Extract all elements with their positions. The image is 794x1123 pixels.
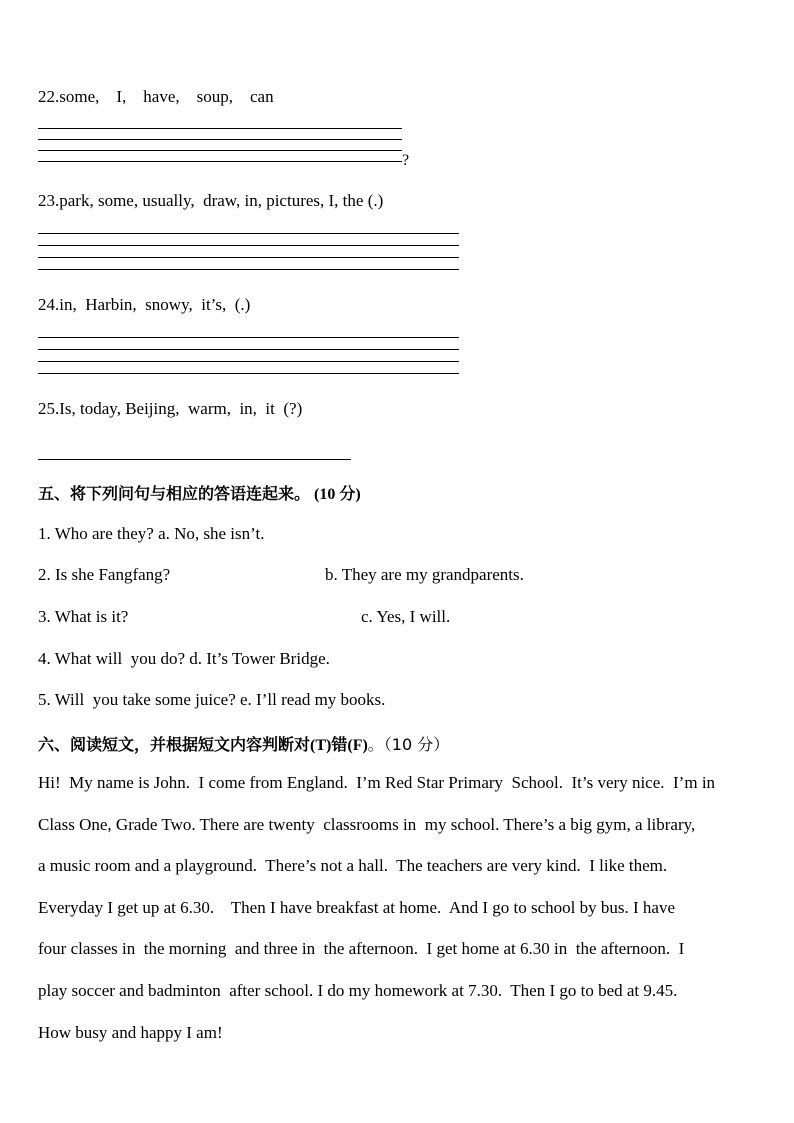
true-marker: (T): [310, 737, 332, 754]
passage-line: How busy and happy I am!: [38, 1022, 223, 1042]
question-mark: ?: [402, 152, 410, 169]
question-number: 23.: [38, 191, 60, 210]
matching-answer: c. Yes, I will.: [361, 607, 451, 626]
matching-answer: b. They are my grandparents.: [325, 565, 524, 584]
passage-line: Hi! My name is John. I come from England. I’m Red Star Primary School. It’s very nice. I’m in: [38, 773, 716, 792]
answer-line[interactable]: [38, 139, 402, 140]
question-text: 5. Will you take some juice?: [38, 690, 236, 709]
answer-line[interactable]: [38, 128, 402, 129]
passage-line: a music room and a playground. There’s not a hall. The teachers are very kind. I like them.: [38, 856, 668, 876]
answer-line[interactable]: [38, 161, 402, 162]
matching-question: 3. What is it?: [38, 607, 129, 626]
answer-line[interactable]: [38, 257, 459, 258]
question-words: park, some, usually, draw, in, pictures, I, the (.): [59, 191, 384, 210]
passage-line: Class One, Grade Two. There are twenty classrooms in my school. There’s a big gym, a library,: [38, 814, 696, 834]
matching-item: [38, 524, 264, 544]
matching-item: [38, 649, 330, 669]
question-text: 4. What will you do?: [38, 649, 185, 668]
answer-line[interactable]: [38, 373, 459, 374]
section-title-part: 错: [331, 735, 348, 754]
answer-line[interactable]: [38, 361, 459, 362]
question-number: 22.: [38, 87, 60, 106]
matching-question: 2. Is she Fangfang?: [38, 565, 171, 584]
answer-text: d. It’s Tower Bridge.: [189, 649, 330, 668]
passage-line: play soccer and badminton after school. I do my homework at 7.30. Then I go to bed at 9.45.: [38, 980, 678, 1000]
question-22: [38, 87, 274, 107]
answer-line[interactable]: [38, 233, 459, 234]
section-6-heading: [38, 732, 449, 755]
question-25: [38, 399, 302, 419]
section-points: 。（10 分）: [367, 735, 450, 754]
answer-text: a. No, she isn’t.: [158, 524, 265, 543]
answer-line[interactable]: [38, 245, 459, 246]
section-5-heading: [38, 481, 361, 504]
answer-line[interactable]: [38, 269, 459, 270]
question-text: 1. Who are they?: [38, 524, 154, 543]
answer-text: e. I’ll read my books.: [240, 690, 386, 709]
reading-passage: [38, 762, 758, 1053]
question-words: in, Harbin, snowy, it’s, (.): [59, 295, 251, 314]
answer-line[interactable]: [38, 337, 459, 338]
section-points: (10 分): [314, 486, 361, 503]
question-number: 25.: [38, 399, 60, 418]
section-title-part: 六、阅读短文，并根据短文内容判断对: [38, 735, 311, 754]
matching-item: [38, 690, 385, 710]
answer-line[interactable]: [38, 150, 402, 151]
question-24: [38, 295, 250, 315]
passage-line: four classes in the morning and three in the afternoon. I get home at 6.30 in the afternoon. I: [38, 939, 685, 959]
question-words: Is, today, Beijing, warm, in, it (?): [59, 399, 303, 418]
section-title: 五、将下列问句与相应的答语连起来。: [38, 484, 311, 503]
passage-line: Everyday I get up at 6.30. Then I have breakfast at home. And I go to school by bus. I have: [38, 897, 676, 917]
question-number: 24.: [38, 295, 60, 314]
false-marker: (F): [347, 737, 368, 754]
answer-line[interactable]: [38, 459, 351, 460]
question-words: some, I, have, soup, can: [59, 87, 274, 106]
question-23: [38, 191, 383, 211]
answer-line[interactable]: [38, 349, 459, 350]
